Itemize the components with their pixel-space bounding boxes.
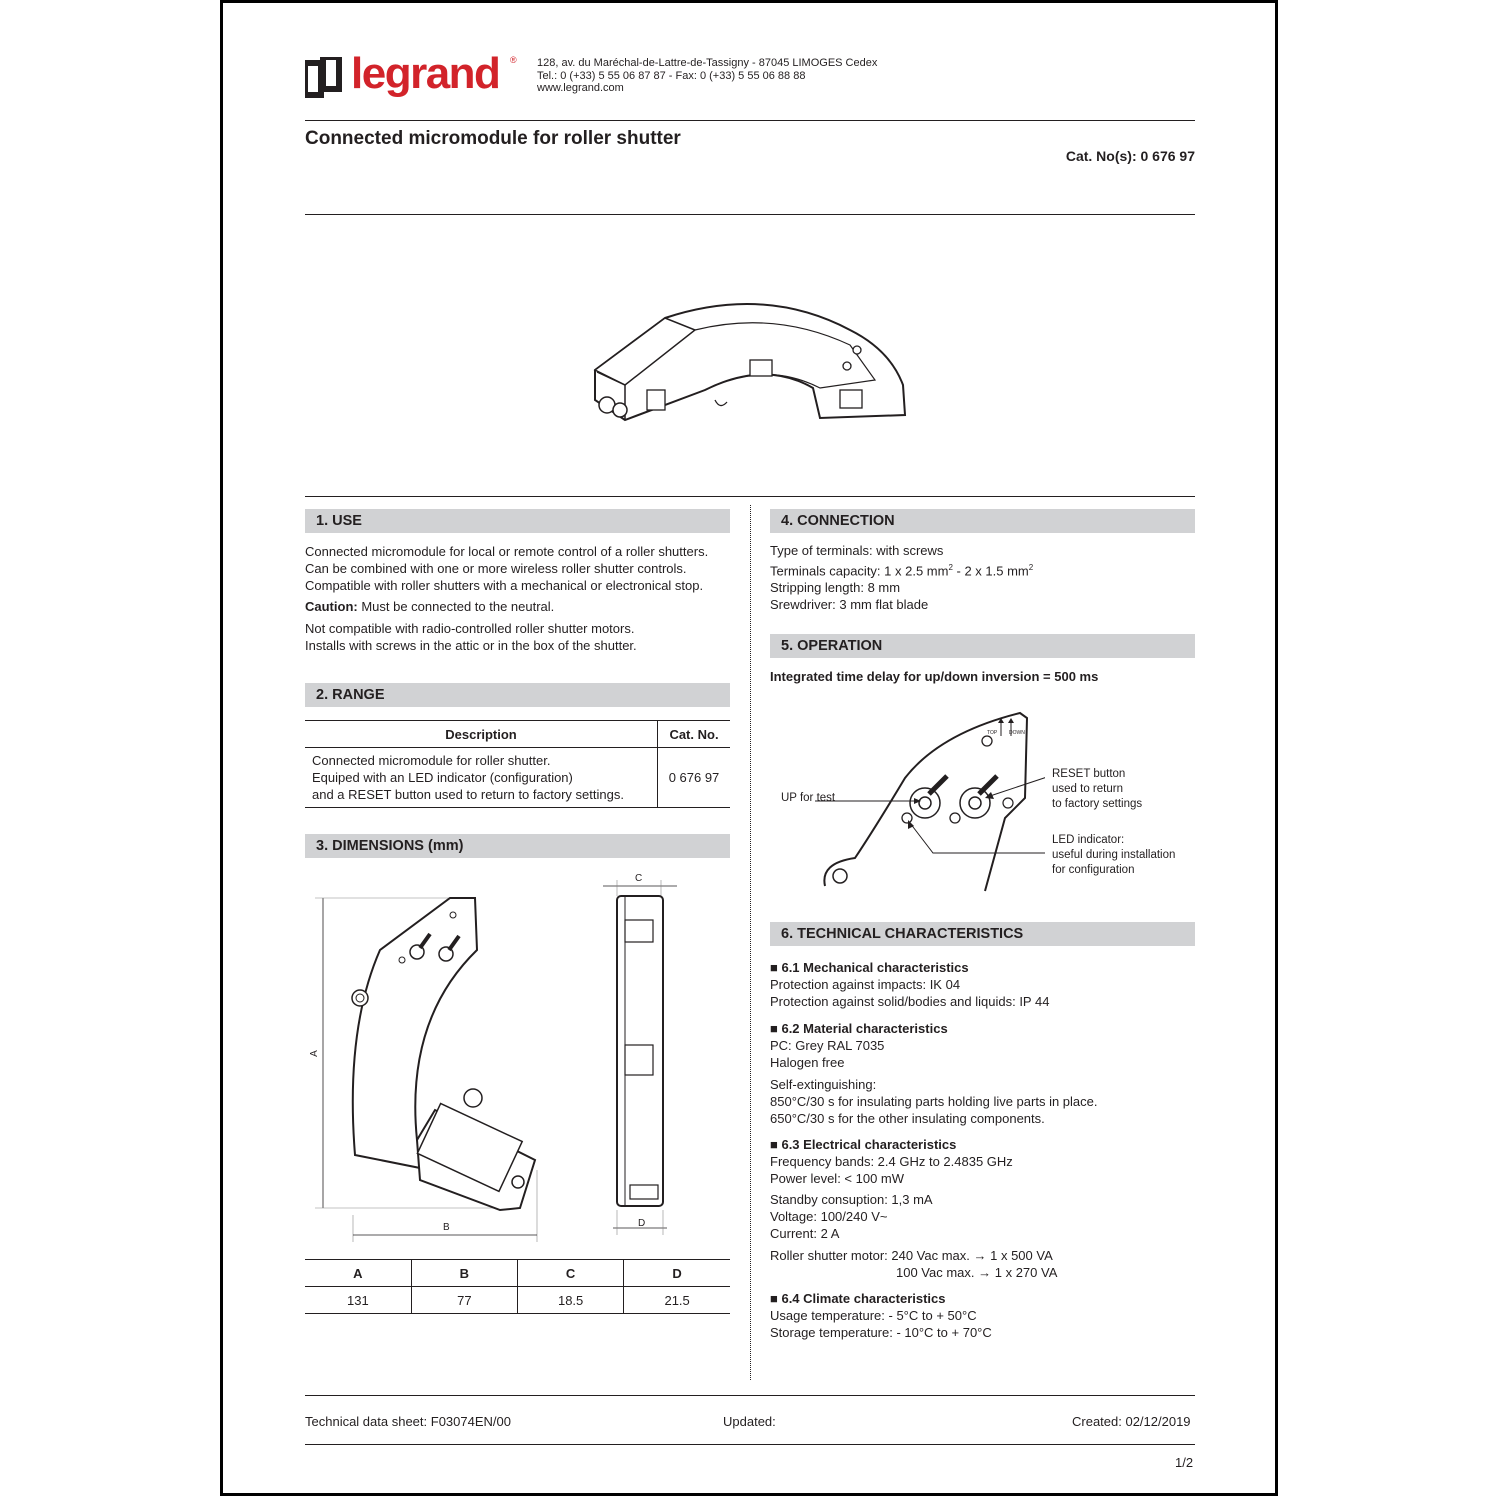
range-desc-line: Connected micromodule for roller shutter.: [312, 753, 551, 768]
dimension-drawing: [305, 870, 735, 1245]
range-table: [305, 720, 730, 808]
dimensions-table: [305, 1259, 730, 1314]
top-label: TOP: [987, 730, 998, 736]
section-connection-heading: 4. CONNECTION: [770, 509, 1195, 533]
dim-col-a: A: [305, 1260, 411, 1287]
tech-line: 100 Vac max. → 1 x 270 VA: [896, 1265, 1058, 1280]
tech-line: Standby consuption: 1,3 mA: [770, 1192, 933, 1207]
cat-number: Cat. No(s): 0 676 97: [1065, 148, 1195, 164]
superscript: 2: [948, 563, 953, 572]
address-line: 128, av. du Maréchal-de-Lattre-de-Tassigny - 87045 LIMOGES Cedex: [537, 57, 878, 69]
legrand-mark-icon: [305, 57, 350, 101]
range-description: [305, 748, 658, 808]
use-line: Installs with screws in the attic or in the box of the shutter.: [305, 638, 637, 653]
dim-val-d: 21.5: [664, 1292, 690, 1308]
website-link[interactable]: www.legrand.com: [537, 82, 624, 94]
led-line: for configuration: [1052, 864, 1135, 876]
tech-line: Roller shutter motor: 240 Vac max. → 1 x 500 VA: [770, 1248, 1053, 1263]
range-desc-line: and a RESET button used to return to factory settings.: [312, 787, 624, 802]
dim-val-b: 77: [411, 1287, 517, 1314]
legrand-logo: [305, 49, 525, 107]
tech-line: Protection against impacts: IK 04: [770, 977, 961, 992]
led-line: LED indicator:: [1052, 834, 1125, 846]
terminals-capacity-a: Terminals capacity: 1 x 2.5 mm: [770, 563, 949, 579]
clim-title-text: 6.4 Climate characteristics: [781, 1291, 946, 1306]
led-line: useful during installation: [1052, 849, 1176, 861]
label-reset-button: [1052, 767, 1142, 812]
caution-label: Caution:: [305, 599, 358, 614]
product-illustration: [585, 290, 915, 430]
dim-val-c: 18.5: [518, 1287, 624, 1314]
tech-line: Frequency bands: 2.4 GHz to 2.4835 GHz: [770, 1154, 1013, 1169]
reset-line: used to return: [1052, 783, 1123, 795]
use-line: Connected micromodule for local or remote control of a roller shutters.: [305, 544, 709, 559]
table-row: [305, 1287, 730, 1314]
dim-label-a: A: [308, 1050, 320, 1057]
dim-label-c: C: [635, 873, 643, 884]
tech-line: Voltage: 100/240 V~: [770, 1209, 888, 1224]
section-operation-heading: 5. OPERATION: [770, 634, 1195, 658]
connection-line: Type of terminals: with screws: [770, 543, 944, 558]
tech-line: Halogen free: [770, 1055, 845, 1070]
registered-icon: ®: [510, 55, 517, 65]
label-led-indicator: [1052, 833, 1175, 878]
delay-text: Integrated time delay for up/down inversion = 500 ms: [770, 669, 1099, 684]
tech-line: Power level: < 100 mW: [770, 1171, 905, 1186]
dim-col-c: C: [518, 1260, 624, 1287]
connection-line: Srewdriver: 3 mm flat blade: [770, 597, 929, 613]
footer-updated: Updated:: [723, 1414, 776, 1429]
label-up-for-test: UP for test: [781, 792, 836, 804]
dim-label-b: B: [443, 1222, 450, 1233]
section-technical-body: [770, 959, 1195, 1341]
tech-line: 650°C/30 s for the other insulating components.: [770, 1111, 1045, 1126]
tech-line: Usage temperature: - 5°C to + 50°C: [770, 1308, 977, 1323]
section-technical-heading: 6. TECHNICAL CHARACTERISTICS: [770, 922, 1195, 946]
clim-title: ■ 6.4 Climate characteristics: [770, 1291, 946, 1306]
tech-line: PC: Grey RAL 7035: [770, 1038, 885, 1053]
section-dimensions-heading: 3. DIMENSIONS (mm): [305, 834, 730, 858]
tech-line: Protection against solid/bodies and liquids: IP 44: [770, 994, 1050, 1009]
range-catno: 0 676 97: [668, 770, 720, 785]
page-title: Connected micromodule for roller shutter: [305, 128, 681, 149]
range-col-catno: Cat. No.: [669, 726, 719, 742]
dim-val-a: 131: [305, 1287, 411, 1314]
section-connection-body: [770, 542, 1033, 613]
mat-title: ■ 6.2 Material characteristics: [770, 1021, 948, 1036]
footer-created: Created: 02/12/2019: [1072, 1414, 1191, 1429]
address-block: [537, 57, 877, 95]
footer-sheet: Technical data sheet: F03074EN/00: [305, 1414, 511, 1429]
section-use-heading: 1. USE: [305, 509, 730, 533]
section-use-body: [305, 543, 735, 654]
terminals-capacity-b: - 2 x 1.5 mm: [952, 563, 1029, 579]
dim-label-d: D: [638, 1218, 646, 1229]
dim-col-d: D: [672, 1265, 682, 1281]
reset-line: RESET button: [1052, 768, 1126, 780]
section-range-heading: 2. RANGE: [305, 683, 730, 707]
range-desc-line: Equiped with an LED indicator (configuration): [312, 770, 573, 785]
use-line: Compatible with roller shutters with a mechanical or electronical stop.: [305, 578, 704, 593]
mech-title: ■ 6.1 Mechanical characteristics: [770, 960, 969, 975]
down-label: DOWN: [1009, 730, 1025, 736]
tech-line: Current: 2 A: [770, 1226, 840, 1241]
connection-line: [770, 559, 1033, 579]
connection-line: Stripping length: 8 mm: [770, 580, 901, 596]
tech-line: Self-extinguishing:: [770, 1077, 877, 1092]
dim-col-b: B: [411, 1260, 517, 1287]
tech-line: 850°C/30 s for insulating parts holding live parts in place.: [770, 1094, 1098, 1109]
tech-line: Storage temperature: - 10°C to + 70°C: [770, 1325, 992, 1340]
mat-title-text: 6.2 Material characteristics: [781, 1021, 948, 1036]
use-line: Can be combined with one or more wireless roller shutter controls.: [305, 561, 687, 576]
phone-line: Tel.: 0 (+33) 5 55 06 87 87 - Fax: 0 (+33) 5 55 06 88 88: [537, 69, 806, 82]
brand-wordmark: legrand: [351, 49, 500, 98]
caution-line: [305, 598, 735, 615]
use-line: Not compatible with radio-controlled roller shutter motors.: [305, 621, 635, 636]
superscript: 2: [1028, 563, 1034, 572]
elec-title-text: 6.3 Electrical characteristics: [781, 1137, 957, 1152]
range-col-description: Description: [305, 721, 658, 748]
table-row: [305, 748, 730, 808]
column-divider: [750, 505, 751, 1380]
page-number: 1/2: [1175, 1455, 1194, 1470]
mech-title-text: 6.1 Mechanical characteristics: [781, 960, 969, 975]
elec-title: ■ 6.3 Electrical characteristics: [770, 1137, 957, 1152]
reset-line: to factory settings: [1052, 798, 1143, 810]
caution-text: Must be connected to the neutral.: [357, 599, 555, 614]
